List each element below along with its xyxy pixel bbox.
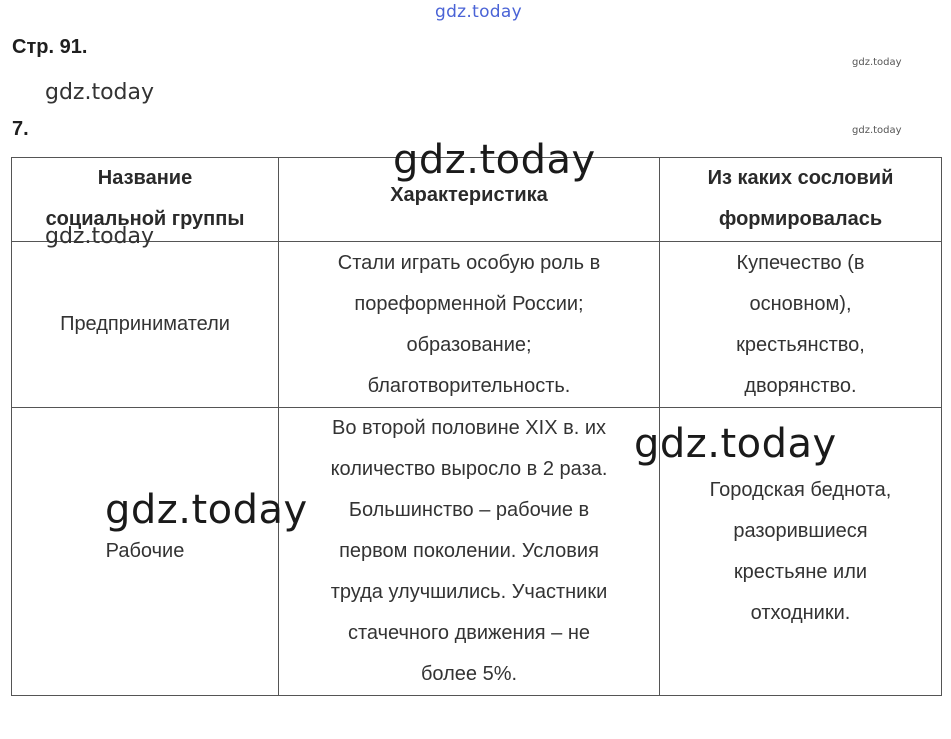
text-line: Стали играть особую роль в [337,251,601,274]
header-line: Характеристика [390,184,548,206]
header-line: формировалась [718,208,883,230]
text-line: Во второй половине XIX в. их [332,417,606,439]
cell-origin [660,242,942,408]
task-number: 7. [12,118,29,140]
table-edge-mask [760,693,941,694]
text-line: количество выросло в 2 раза. [330,458,608,480]
text-line: Большинство – рабочие в [348,499,590,521]
cell-group [12,242,279,408]
text-line: стачечного движения – не [347,622,591,644]
text-line: первом поколении. Условия [339,540,599,562]
watermark-big-1: gdz.today [393,137,596,183]
text-line: дворянство. [744,374,857,397]
watermark-small-1: gdz.today [852,57,902,68]
group-name: Рабочие [105,540,185,562]
text-line: труда улучшились. Участники [330,581,608,603]
header-origin [660,158,942,242]
page-header: Стр. 91. [12,36,88,58]
cell-characteristic [279,242,660,408]
watermark-big-3: gdz.today [105,487,308,533]
text-line: пореформенной России; [354,292,584,315]
text-line: крестьянство, [736,333,865,356]
text-line: основном), [749,292,852,315]
text-line: более 5%. [420,663,518,685]
watermark-mid-1: gdz.today [45,80,155,105]
header-line: Из каких сословий [707,167,894,189]
text-line: разорившиеся [733,519,868,542]
watermark-small-2: gdz.today [852,125,902,136]
text-line: крестьяне или [733,560,868,583]
header-line: социальной группы [45,208,245,230]
text-line: Купечество (в [736,251,865,274]
watermark-top: gdz.today [435,2,522,22]
text-line: благотворительность. [367,374,571,397]
watermark-big-2: gdz.today [634,421,837,467]
text-line: образование; [406,333,532,356]
header-line: Название [97,167,193,189]
cell-characteristic [279,408,660,696]
text-line: отходники. [750,601,851,624]
table-row [12,242,942,408]
group-name: Предприниматели [60,313,230,335]
cell-group [12,408,279,696]
watermark-mid-2: gdz.today [45,224,155,249]
text-line: Городская беднота, [709,478,892,501]
